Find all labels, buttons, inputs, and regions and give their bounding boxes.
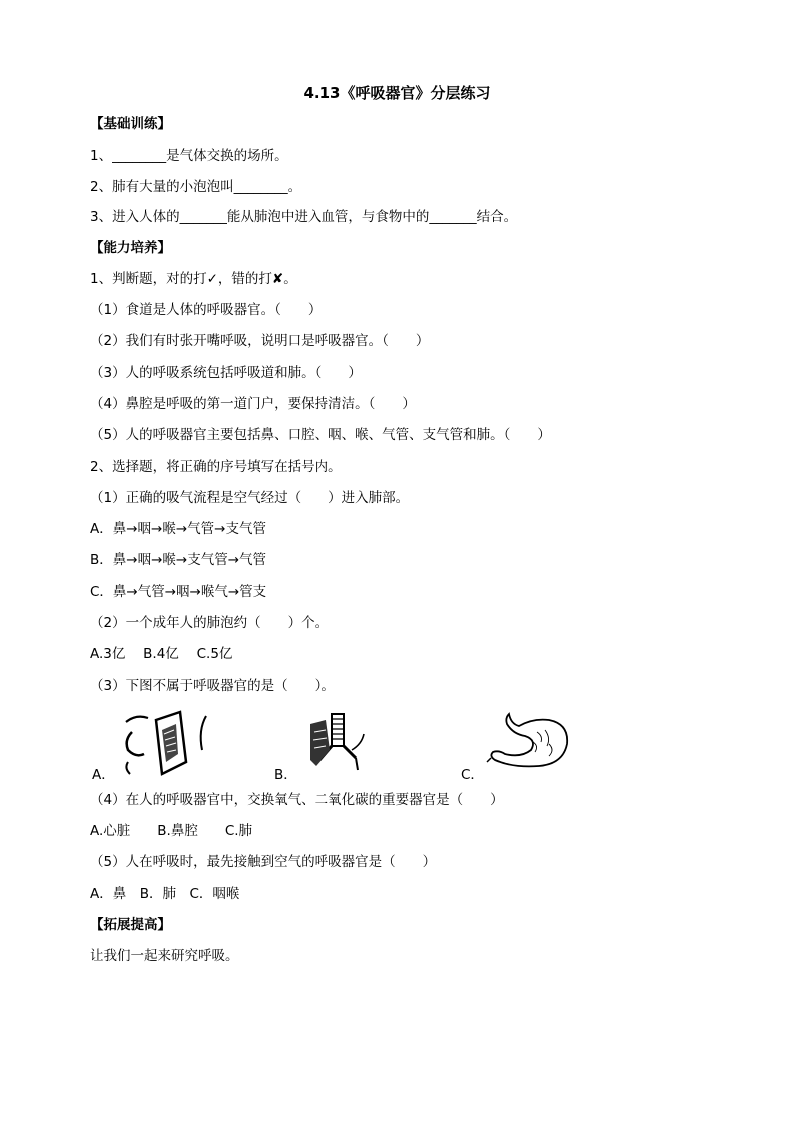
judge-item-2: （2）我们有时张开嘴呼吸，说明口是呼吸器官。（ ） [90, 333, 430, 349]
judge-heading: 1、判断题，对的打✓，错的打✘。 [90, 271, 297, 287]
choice-1: （1）正确的吸气流程是空气经过（ ）进入肺部。 [90, 490, 410, 506]
section-basic: 【基础训练】 [90, 116, 171, 132]
pic-b-label: B． [274, 767, 297, 783]
judge-item-4: （4）鼻腔是呼吸的第一道门户，要保持清洁。（ ） [90, 396, 416, 412]
trachea-image [300, 710, 370, 775]
page-title: 4.13《呼吸器官》分层练习 [303, 84, 491, 102]
question-2: 2、肺有大量的小泡泡叫________。 [90, 179, 302, 195]
choice-1-option-a: A．鼻→咽→喉→气管→支气管 [90, 521, 266, 537]
pic-c-label: C． [461, 767, 484, 783]
judge-item-5: （5）人的呼吸器官主要包括鼻、口腔、咽、喉、气管、支气管和肺。（ ） [90, 427, 551, 443]
choice-2: （2）一个成年人的肺泡约（ ）个。 [90, 615, 329, 631]
section-ability: 【能力培养】 [90, 240, 171, 256]
choice-3: （3）下图不属于呼吸器官的是（ ）。 [90, 678, 335, 694]
stomach-image [485, 710, 575, 772]
choice-4-options: A.心脏 B.鼻腔 C.肺 [90, 823, 253, 839]
choice-4: （4）在人的呼吸器官中，交换氧气、二氧化碳的重要器官是（ ） [90, 792, 504, 808]
section-extend: 【拓展提高】 [90, 917, 171, 933]
choice-1-option-b: B．鼻→咽→喉→支气管→气管 [90, 552, 267, 568]
choice-heading: 2、选择题，将正确的序号填写在括号内。 [90, 459, 342, 475]
extend-text: 让我们一起来研究呼吸。 [90, 948, 239, 964]
judge-item-1: （1）食道是人体的呼吸器官。（ ） [90, 302, 322, 318]
question-1: 1、________是气体交换的场所。 [90, 148, 288, 164]
pic-a-label: A． [92, 767, 115, 783]
judge-item-3: （3）人的呼吸系统包括呼吸道和肺。（ ） [90, 365, 362, 381]
choice-2-options: A.3亿 B.4亿 C.5亿 [90, 646, 233, 662]
nasal-cavity-image [118, 710, 213, 778]
choice-1-option-c: C．鼻→气管→咽→喉气→管支 [90, 584, 267, 600]
question-3: 3、进入人体的_______能从肺泡中进入血管，与食物中的_______结合。 [90, 209, 518, 225]
choice-5-options: A．鼻 B．肺 C．咽喉 [90, 886, 240, 902]
choice-5: （5）人在呼吸时，最先接触到空气的呼吸器官是（ ） [90, 854, 437, 870]
